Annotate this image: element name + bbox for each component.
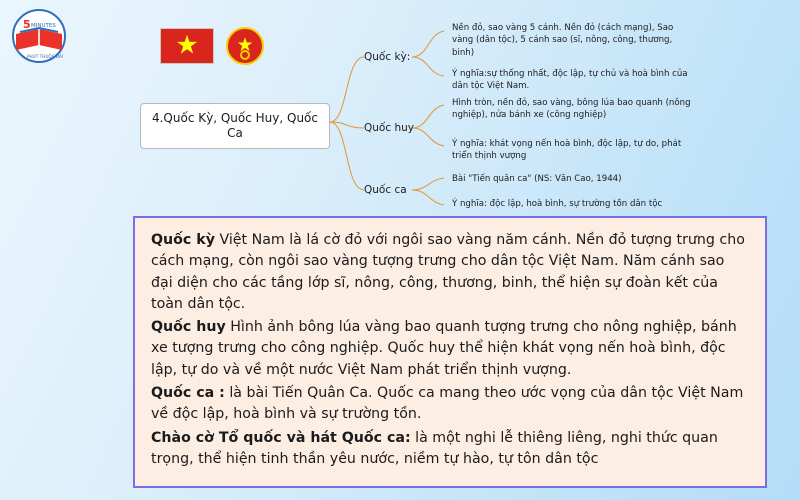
star-glyph: ★ xyxy=(236,34,254,57)
paragraph-text: Việt Nam là lá cờ đỏ với ngôi sao vàng năm cánh. Nền đỏ tượng trưng cho cách mạng, còn ngôi sao vàng tượng trưng cho dân tộc Việt Nam. Năm cánh sao đại diện cho các tầng lớp sĩ, nông, công, thương, binh, thể hiện sự đoàn kết của toàn dân tộc. xyxy=(151,232,745,312)
brand-logo xyxy=(8,8,70,64)
mindmap-root-node[interactable] xyxy=(140,103,330,149)
mindmap-branch-quoc-huy[interactable]: Quốc huy xyxy=(364,122,414,134)
paragraph-lead: Quốc kỳ xyxy=(151,232,215,248)
mindmap-leaf: Bài "Tiến quân ca" (NS: Văn Cao, 1944) xyxy=(452,174,622,184)
vietnam-flag-icon xyxy=(160,28,214,64)
mindmap-leaf: Ý nghĩa:sự thống nhất, độc lập, tự chủ và hoà bình của dân tộc Việt Nam. xyxy=(452,69,688,92)
paragraph-lead: Quốc huy xyxy=(151,319,226,336)
paragraph-chao-co xyxy=(151,428,749,471)
paragraph-quoc-ca xyxy=(151,383,749,426)
paragraph-text: là bài Tiến Quân Ca. Quốc ca mang theo ước vọng của dân tộc Việt Nam về độc lập, hoà bình và sự trường tồn. xyxy=(151,385,744,423)
explanation-panel xyxy=(133,216,767,488)
mindmap-root-label: 4.Quốc Kỳ, Quốc Huy, Quốc Ca xyxy=(151,111,318,140)
star-glyph: ★ xyxy=(175,30,199,61)
mindmap-leaf: Ý nghĩa: độc lập, hoà bình, sự trường tồn dân tộc xyxy=(452,199,663,209)
paragraph-text: Hình ảnh bông lúa vàng bao quanh tượng trưng cho nông nghiệp, bánh xe tượng trưng cho công nghiệp. Quốc huy thể hiện khát vọng nến hoà bình, độc lập, tự do và về một nước Việt Nam phát triển thịnh vượng. xyxy=(151,319,737,378)
mindmap-branch-quoc-ky[interactable]: Quốc kỳ: xyxy=(364,51,411,63)
vietnam-emblem-icon xyxy=(226,27,264,65)
paragraph-quoc-huy xyxy=(151,317,749,381)
paragraph-lead: Chào cờ Tổ quốc và hát Quốc ca: xyxy=(151,429,411,446)
svg-text:MINUTES: MINUTES xyxy=(31,23,56,29)
svg-text:PHÚT THUỘC BÀI: PHÚT THUỘC BÀI xyxy=(27,54,63,59)
national-symbols-row xyxy=(160,22,310,70)
svg-text:5: 5 xyxy=(23,18,31,31)
paragraph-text: là một nghi lễ thiêng liêng, nghi thức quan trọng, thể hiện tinh thần yêu nước, niềm tự hào, tự tôn dân tộc xyxy=(151,429,718,467)
mindmap-leaf: Ý nghĩa: khát vọng nến hoà bình, độc lập, tự do, phát triển thịnh vượng xyxy=(452,139,682,162)
logo-icon xyxy=(8,8,70,64)
paragraph-lead: Quốc ca : xyxy=(151,385,225,402)
mindmap-leaf: Nền đỏ, sao vàng 5 cánh. Nền đỏ (cách mạng), Sao vàng (dân tộc), 5 cánh sao (sĩ, nông, công, thương, binh) xyxy=(452,23,674,58)
mindmap-branch-quoc-ca[interactable]: Quốc ca xyxy=(364,184,407,196)
gear-icon xyxy=(240,50,250,60)
paragraph-quoc-ky xyxy=(151,230,749,315)
mindmap-leaf: Hình tròn, nền đỏ, sao vàng, bông lúa bao quanh (nông nghiệp), nửa bánh xe (công nghiệp) xyxy=(452,98,691,121)
